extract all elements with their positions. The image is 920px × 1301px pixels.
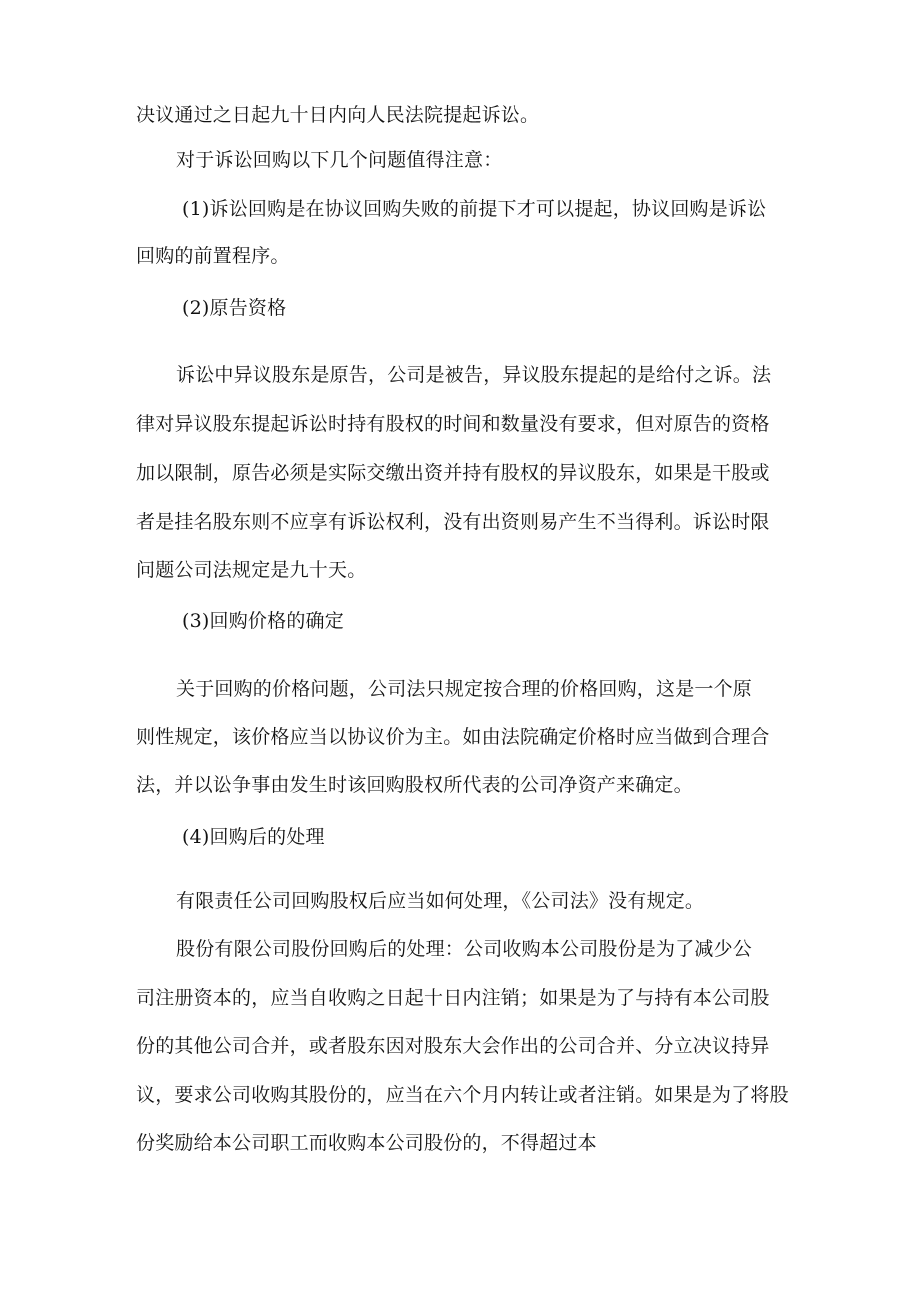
text-line: 回购的前置程序。 xyxy=(136,245,290,267)
text-line: 议，要求公司收购其股份的，应当在六个月内转让或者注销。如果是为了将股 xyxy=(136,1084,789,1106)
text-line: 司注册资本的，应当自收购之日起十日内注销；如果是为了与持有本公司股 xyxy=(136,987,770,1009)
text-line: 对于诉讼回购以下几个问题值得注意： xyxy=(176,149,503,171)
section-heading: (3)回购价格的确定 xyxy=(182,610,344,632)
list-item-heading: (1)诉讼回购是在协议回购失败的前提下才可以提起，协议回购是诉讼 xyxy=(182,198,767,220)
text-line: 法，并以讼争事由发生时该回购股权所代表的公司净资产来确定。 xyxy=(136,774,693,796)
text-line: 加以限制，原告必须是实际交缴出资并持有股权的异议股东，如果是干股或 xyxy=(136,462,770,484)
text-line: 有限责任公司回购股权后应当如何处理，《公司法》没有规定。 xyxy=(176,890,705,912)
text-line: 决议通过之日起九十日内向人民法院提起诉讼。 xyxy=(136,104,540,126)
text-line: 关于回购的价格问题，公司法只规定按合理的价格回购，这是一个原 xyxy=(176,678,753,700)
text-line: 份的其他公司合并，或者股东因对股东大会作出的公司合并、分立决议持异 xyxy=(136,1035,770,1057)
text-line: 股份有限公司股份回购后的处理：公司收购本公司股份是为了减少公 xyxy=(176,938,753,960)
text-line: 律对异议股东提起诉讼时持有股权的时间和数量没有要求，但对原告的资格 xyxy=(136,413,770,435)
text-line: 份奖励给本公司职工而收购本公司股份的，不得超过本 xyxy=(136,1132,597,1154)
section-heading: (4)回购后的处理 xyxy=(182,826,325,848)
text-line: 者是挂名股东则不应享有诉讼权利，没有出资则易产生不当得利。诉讼时限 xyxy=(136,511,770,533)
section-heading: (2)原告资格 xyxy=(182,297,287,319)
text-line: 问题公司法规定是九十天。 xyxy=(136,559,367,581)
text-line: 则性规定，该价格应当以协议价为主。如由法院确定价格时应当做到合理合 xyxy=(136,726,770,748)
text-line: 诉讼中异议股东是原告，公司是被告，异议股东提起的是给付之诉。法 xyxy=(176,364,772,386)
